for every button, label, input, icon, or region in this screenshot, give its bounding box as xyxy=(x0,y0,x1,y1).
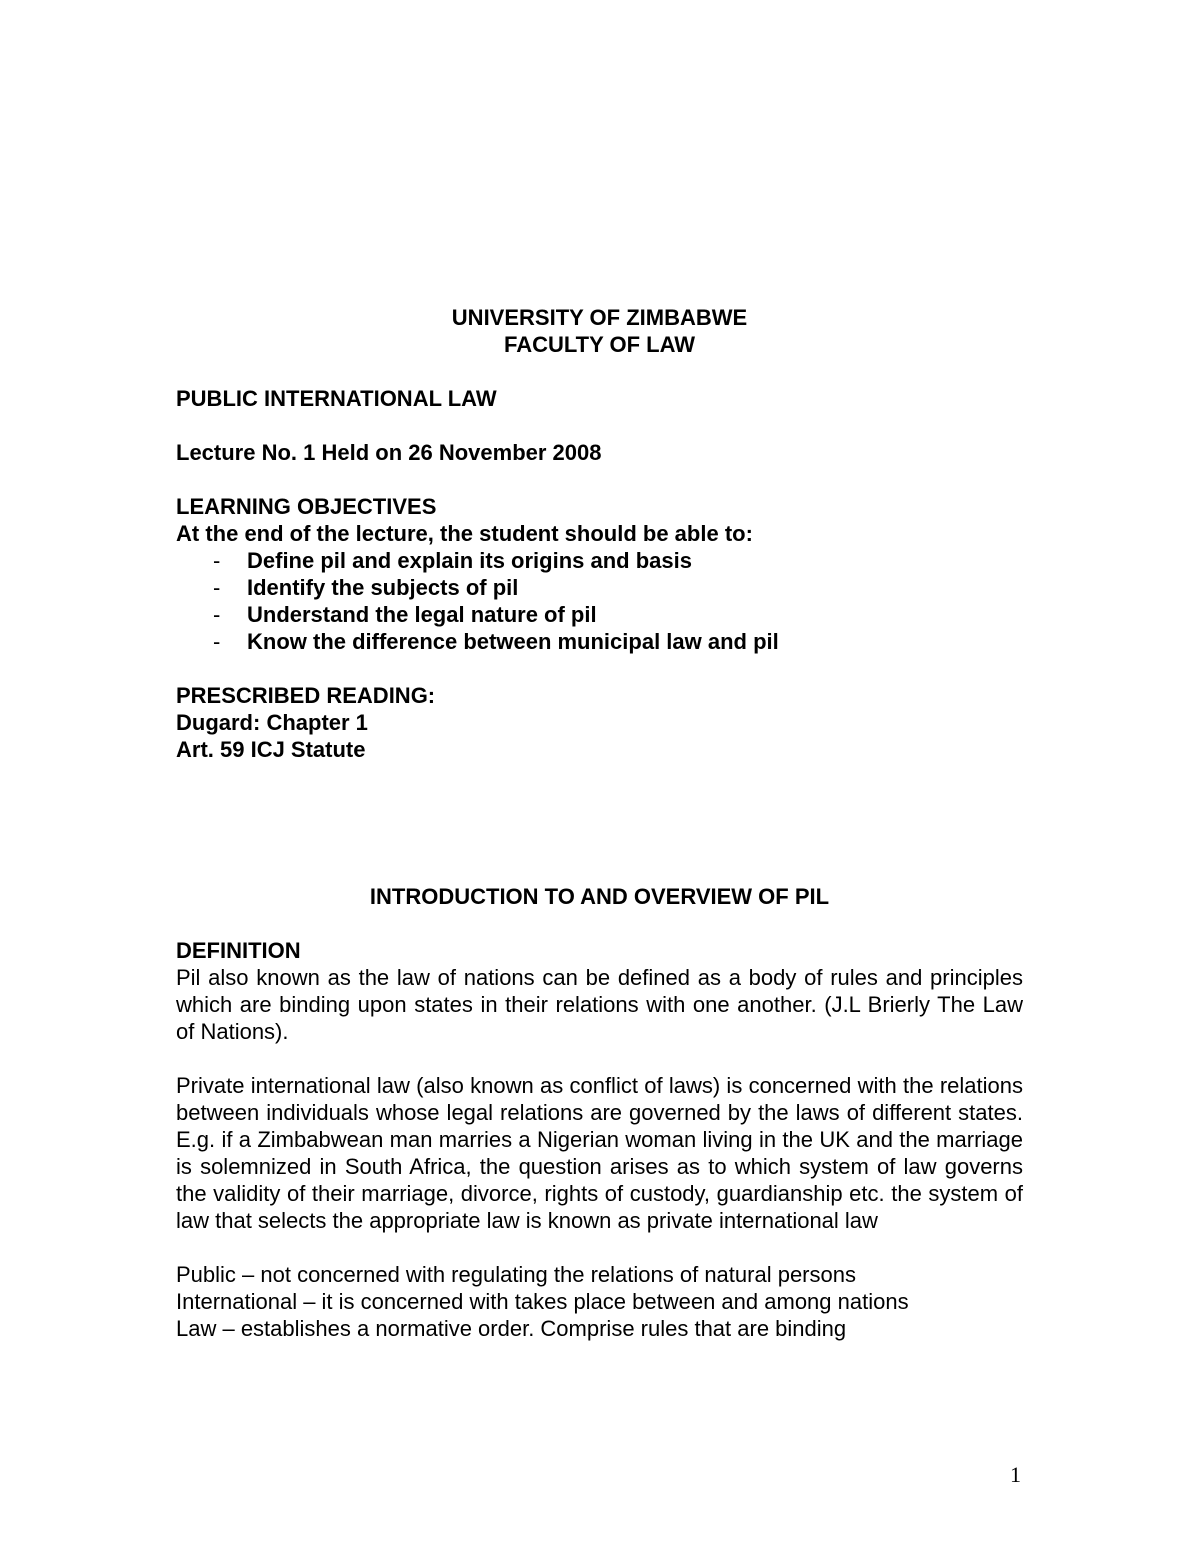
objective-item: - Define pil and explain its origins and basis xyxy=(213,548,692,573)
faculty-name: FACULTY OF LAW xyxy=(503,332,696,357)
term-public: Public – not concerned with regulating the relations of natural persons xyxy=(176,1262,856,1287)
lecture-info: Lecture No. 1 Held on 26 November 2008 xyxy=(176,440,602,465)
objectives-list xyxy=(176,547,1023,655)
reading-item: Art. 59 ICJ Statute xyxy=(176,737,366,762)
section-title: INTRODUCTION TO AND OVERVIEW OF PIL xyxy=(369,884,830,909)
objectives-heading: LEARNING OBJECTIVES xyxy=(176,494,437,519)
university-name: UNIVERSITY OF ZIMBABWE xyxy=(451,305,748,330)
term-international: International – it is concerned with takes place between and among nations xyxy=(176,1289,909,1314)
term-law: Law – establishes a normative order. Comprise rules that are binding xyxy=(176,1316,847,1341)
course-title: PUBLIC INTERNATIONAL LAW xyxy=(176,386,497,411)
reading-heading: PRESCRIBED READING: xyxy=(176,683,436,708)
definition-heading: DEFINITION xyxy=(176,938,301,963)
objective-item: - Identify the subjects of pil xyxy=(213,575,519,600)
reading-item: Dugard: Chapter 1 xyxy=(176,710,368,735)
objective-item: - Understand the legal nature of pil xyxy=(213,602,597,627)
objective-item: - Know the difference between municipal law and pil xyxy=(213,629,779,654)
definition-paragraph: Pil also known as the law of nations can be defined as a body of rules and principles which are binding upon states in their relations with one another. (J.L Brierly The Law of Nations). xyxy=(176,965,1023,1044)
objectives-intro: At the end of the lecture, the student should be able to: xyxy=(176,521,753,546)
page-number: 1 xyxy=(1010,1462,1021,1487)
page-content xyxy=(176,304,1023,1342)
private-law-paragraph: Private international law (also known as conflict of laws) is concerned with the relations between individuals whose legal relations are governed by the laws of different states. E.g. if a Zimbabwean man marries a Nigerian woman living in the UK and the marriage is solemnized in South Africa, the question arises as to which system of law governs the validity of their marriage, divorce, rights of custody, guardianship etc. the system of law that selects the appropriate law is known as private international law xyxy=(176,1073,1023,1233)
